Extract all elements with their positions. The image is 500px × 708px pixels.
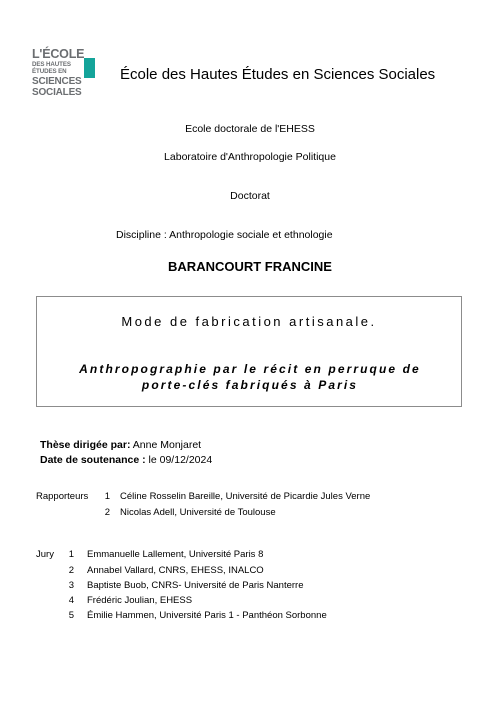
- defense-label: Date de soutenance :: [40, 454, 146, 466]
- laboratory: Laboratoire d'Anthropologie Politique: [164, 151, 336, 163]
- thesis-title: Mode de fabrication artisanale.: [121, 314, 377, 329]
- jury-member: Émilie Hammen, Université Paris 1 - Panthéon Sorbonne: [87, 610, 327, 621]
- logo-accent-bar: [84, 58, 95, 78]
- jury-member: Baptiste Buob, CNRS- Université de Paris Nanterre: [87, 580, 304, 591]
- rapporteur-name: Nicolas Adell, Université de Toulouse: [120, 507, 276, 518]
- thesis-subtitle: [41, 361, 459, 393]
- logo-line-4: SCIENCES: [32, 75, 82, 87]
- supervisor-name: Anne Monjaret: [130, 439, 202, 451]
- logo-line-2: DES HAUTES: [32, 60, 71, 68]
- rapporteurs-label: Rapporteurs: [36, 491, 89, 502]
- supervision-label: Thèse dirigée par:: [40, 439, 131, 451]
- jury-member: Emmanuelle Lallement, Université Paris 8: [87, 549, 264, 560]
- jury-member: Frédéric Joulian, EHESS: [87, 595, 193, 606]
- thesis-title-box: [36, 296, 462, 407]
- jury-number: 2: [68, 565, 74, 576]
- jury-number: 4: [68, 595, 74, 606]
- school-name: École des Hautes Études en Sciences Sociales: [120, 66, 436, 83]
- doctoral-school: Ecole doctorale de l'EHESS: [185, 123, 315, 135]
- logo-line-5: SOCIALES: [32, 86, 82, 98]
- supervision: [40, 439, 201, 451]
- defense-value: le 09/12/2024: [145, 454, 213, 466]
- jury-number: 1: [68, 549, 74, 560]
- jury-number: 3: [68, 580, 74, 591]
- rapporteur-number: 2: [104, 507, 110, 518]
- degree: Doctorat: [230, 190, 270, 202]
- ehess-logo: [32, 48, 92, 98]
- jury-member: Annabel Vallard, CNRS, EHESS, INALCO: [87, 565, 264, 576]
- thesis-subtitle-line-2: porte-clés fabriqués à Paris: [141, 378, 359, 392]
- jury-number: 5: [68, 610, 74, 621]
- defense-date: [40, 454, 212, 466]
- thesis-subtitle-line-1: Anthropographie par le récit en perruque de: [79, 362, 421, 376]
- discipline: Discipline : Anthropologie sociale et ethnologie: [116, 229, 333, 241]
- author-name: BARANCOURT FRANCINE: [168, 259, 332, 274]
- logo-line-1: L'ÉCOLE: [32, 47, 85, 61]
- rapporteur-name: Céline Rosselin Bareille, Université de Picardie Jules Verne: [120, 491, 371, 502]
- logo-line-3: ÉTUDES EN: [32, 68, 67, 75]
- jury-label: Jury: [36, 549, 54, 560]
- rapporteur-number: 1: [104, 491, 110, 502]
